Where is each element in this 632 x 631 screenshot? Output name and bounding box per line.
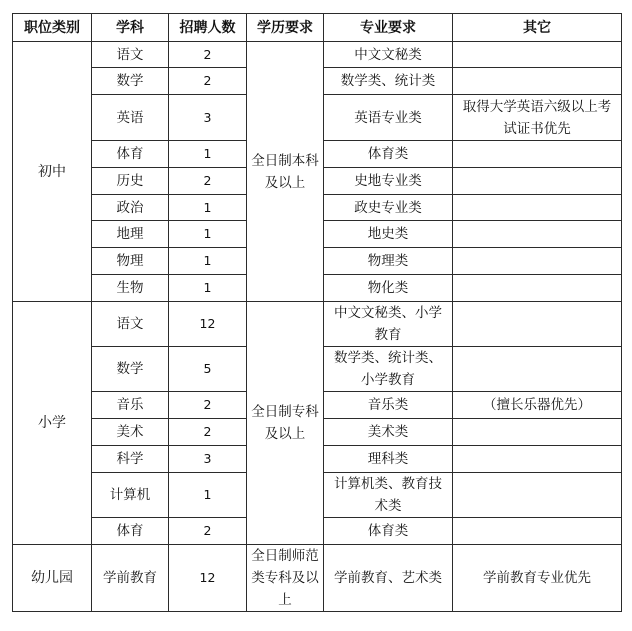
major-cell: 数学类、统计类 [324, 68, 453, 95]
major-cell: 学前教育、艺术类 [324, 545, 453, 612]
education-cell: 全日制本科及以上 [247, 42, 324, 302]
table-row [13, 545, 622, 612]
other-cell [453, 446, 622, 473]
header-major: 专业要求 [324, 14, 453, 42]
table-row [13, 302, 622, 347]
other-cell [453, 248, 622, 275]
count-cell: 3 [169, 95, 247, 141]
major-cell: 物化类 [324, 275, 453, 302]
major-cell: 音乐类 [324, 392, 453, 419]
major-cell: 英语专业类 [324, 95, 453, 141]
other-cell [453, 347, 622, 392]
subject-cell: 语文 [92, 42, 169, 68]
other-cell [453, 473, 622, 518]
subject-cell: 数学 [92, 347, 169, 392]
subject-cell: 计算机 [92, 473, 169, 518]
header-row [13, 14, 622, 42]
count-cell: 2 [169, 518, 247, 545]
subject-cell: 美术 [92, 419, 169, 446]
table-row [13, 42, 622, 68]
count-cell: 3 [169, 446, 247, 473]
major-cell: 体育类 [324, 141, 453, 168]
subject-cell: 体育 [92, 141, 169, 168]
header-subject: 学科 [92, 14, 169, 42]
count-cell: 1 [169, 195, 247, 221]
other-cell [453, 68, 622, 95]
category-cell: 初中 [13, 42, 92, 302]
major-cell: 计算机类、教育技术类 [324, 473, 453, 518]
other-cell [453, 195, 622, 221]
subject-cell: 物理 [92, 248, 169, 275]
count-cell: 2 [169, 68, 247, 95]
count-cell: 1 [169, 275, 247, 302]
subject-cell: 生物 [92, 275, 169, 302]
major-cell: 政史专业类 [324, 195, 453, 221]
other-cell [453, 419, 622, 446]
count-cell: 2 [169, 419, 247, 446]
count-cell: 2 [169, 42, 247, 68]
count-cell: 12 [169, 545, 247, 612]
recruitment-table [12, 13, 622, 612]
major-cell: 理科类 [324, 446, 453, 473]
count-cell: 5 [169, 347, 247, 392]
count-cell: 2 [169, 392, 247, 419]
count-cell: 1 [169, 141, 247, 168]
subject-cell: 历史 [92, 168, 169, 195]
subject-cell: 数学 [92, 68, 169, 95]
subject-cell: 学前教育 [92, 545, 169, 612]
major-cell: 物理类 [324, 248, 453, 275]
other-cell [453, 221, 622, 248]
subject-cell: 地理 [92, 221, 169, 248]
education-cell: 全日制师范类专科及以上 [247, 545, 324, 612]
count-cell: 1 [169, 473, 247, 518]
category-cell: 小学 [13, 302, 92, 545]
header-category: 职位类别 [13, 14, 92, 42]
other-cell [453, 168, 622, 195]
subject-cell: 音乐 [92, 392, 169, 419]
subject-cell: 英语 [92, 95, 169, 141]
count-cell: 12 [169, 302, 247, 347]
major-cell: 史地专业类 [324, 168, 453, 195]
subject-cell: 科学 [92, 446, 169, 473]
major-cell: 数学类、统计类、小学教育 [324, 347, 453, 392]
count-cell: 2 [169, 168, 247, 195]
other-cell: 学前教育专业优先 [453, 545, 622, 612]
count-cell: 1 [169, 221, 247, 248]
other-cell [453, 518, 622, 545]
major-cell: 体育类 [324, 518, 453, 545]
other-cell [453, 141, 622, 168]
category-cell: 幼儿园 [13, 545, 92, 612]
header-count: 招聘人数 [169, 14, 247, 42]
other-cell: 取得大学英语六级以上考试证书优先 [453, 95, 622, 141]
major-cell: 中文文秘类、小学教育 [324, 302, 453, 347]
other-cell [453, 302, 622, 347]
other-cell [453, 42, 622, 68]
header-education: 学历要求 [247, 14, 324, 42]
header-other: 其它 [453, 14, 622, 42]
education-cell: 全日制专科及以上 [247, 302, 324, 545]
subject-cell: 体育 [92, 518, 169, 545]
count-cell: 1 [169, 248, 247, 275]
major-cell: 美术类 [324, 419, 453, 446]
other-cell: （擅长乐器优先） [453, 392, 622, 419]
other-cell [453, 275, 622, 302]
major-cell: 中文文秘类 [324, 42, 453, 68]
subject-cell: 政治 [92, 195, 169, 221]
major-cell: 地史类 [324, 221, 453, 248]
subject-cell: 语文 [92, 302, 169, 347]
